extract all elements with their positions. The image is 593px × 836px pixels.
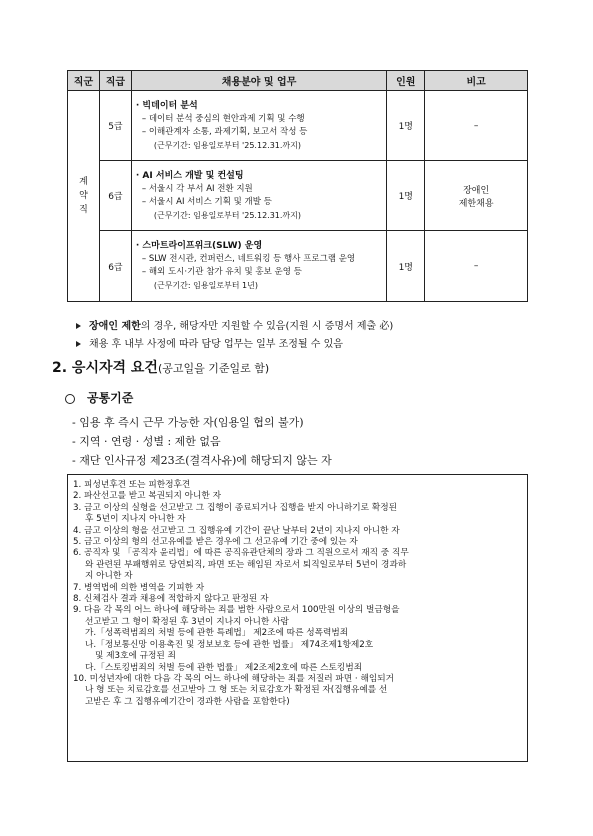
category-char: 계 [79, 177, 88, 187]
duty-line: – 서울시 AI 서비스 기획 및 개발 등 [141, 196, 272, 207]
subsection-title [65, 389, 133, 406]
note-text: 의 경우, 해당자만 지원할 수 있음(지원 시 증명서 제출 必) [140, 321, 394, 332]
list-item: 2. 파산선고를 받고 복권되지 아니한 자 [73, 491, 221, 502]
table-row [68, 161, 528, 231]
count-cell: 1명 [387, 91, 425, 161]
list-item: 7. 병역법에 의한 병역을 기피한 자 [73, 582, 205, 593]
list-item: 및 제3호에 규정된 죄 [95, 651, 176, 662]
header-category: 직군 [68, 71, 100, 91]
remark-line: 제한채용 [458, 198, 494, 209]
list-item: 선고받고 그 형이 확정된 후 3년이 지나지 아니한 사람 [85, 616, 289, 627]
list-item: 지 아니한 자 [85, 571, 133, 582]
remark-line: 장애인 [463, 185, 490, 196]
list-item: 6. 공직자 및 「공직자 윤리법」에 따른 공직유관단체의 장과 그 직원으로서 재직 중 직무 [73, 548, 409, 559]
remark-cell [425, 161, 528, 231]
header-remark: 비고 [425, 71, 528, 91]
list-item: 나.「정보통신망 이용촉진 및 정보보호 등에 관한 법률」 제74조제1항제2호 [85, 639, 374, 650]
note-duty-adjustment [76, 335, 343, 350]
duty-line: – 이해관계자 소통, 과제기획, 보고서 작성 등 [141, 126, 308, 137]
triangle-bullet-icon [76, 323, 81, 329]
header-grade: 직급 [99, 71, 131, 91]
duty-cell [131, 91, 386, 161]
table-row [68, 91, 528, 161]
duty-title: · 빅데이터 분석 [135, 100, 198, 111]
list-item: 3. 금고 이상의 실형을 선고받고 그 집행이 종료되거나 집행을 받지 아니하기로 확정된 [73, 502, 397, 513]
grade-cell: 6급 [99, 231, 131, 302]
requirement-item: - 임용 후 즉시 근무 가능한 자(임용일 협의 불가) [72, 416, 304, 429]
requirement-item: - 재단 인사규정 제23조(결격사유)에 해당되지 않는 자 [72, 454, 332, 467]
table-header-row [68, 71, 528, 91]
duty-cell [131, 161, 386, 231]
remark-cell: – [425, 231, 528, 302]
duty-line: – 해외 도시·기관 참가 유치 및 홍보 운영 등 [141, 267, 302, 277]
note-bold: 장애인 제한 [89, 321, 141, 332]
list-item: 1. 피성년후견 또는 피한정후견 [73, 480, 191, 490]
grade-cell: 6급 [99, 161, 131, 231]
header-duty: 채용분야 및 업무 [131, 71, 386, 91]
list-item: 와 관련된 부패행위로 당연퇴직, 파면 또는 해임된 자로서 퇴직일로부터 5년이 경과하 [85, 559, 407, 570]
recruitment-table [67, 70, 528, 302]
list-item: 8. 신체검사 결과 채용에 적합하지 않다고 판정된 자 [73, 594, 269, 605]
list-item: 후 5년이 지나지 아니한 자 [85, 514, 186, 525]
list-item: 4. 금고 이상의 형을 선고받고 그 집행유예 기간이 끝난 날부터 2년이 지나지 아니한 자 [73, 525, 400, 536]
duty-line: – 서울시 각 부서 AI 전환 지원 [141, 183, 253, 194]
triangle-bullet-icon [76, 341, 81, 347]
duty-line: – 데이터 분석 중심의 현안과제 기획 및 수행 [141, 113, 305, 124]
list-item: 10. 미성년자에 대한 다음 각 목의 어느 하나에 해당하는 죄를 저질러 파면 · 해임되거 [73, 673, 395, 684]
list-item: 5. 금고 이상의 형의 선고유예를 받은 경우에 그 선고유예 기간 중에 있는 자 [73, 537, 358, 548]
requirement-item: - 지역 · 연령 · 성별 : 제한 없음 [72, 435, 221, 448]
duty-period: (근무기간: 임용일로부터 '25.12.31.까지) [153, 210, 302, 220]
category-char: 직 [79, 205, 88, 215]
count-cell: 1명 [387, 231, 425, 302]
section-subtitle: (공고일을 기준일로 함) [157, 362, 270, 375]
category-cell [68, 91, 100, 302]
section-heading: 2. 응시자격 요건 [52, 360, 158, 376]
list-item: 9. 다음 각 목의 어느 하나에 해당하는 죄를 범한 사람으로서 100만원 이상의 벌금형을 [73, 605, 400, 616]
circle-bullet-icon [65, 394, 75, 404]
list-item: 다.「스토킹범죄의 처벌 등에 관한 법률」 제2조제2호에 따른 스토킹범죄 [85, 662, 363, 673]
note-text: 채용 후 내부 사정에 따라 담당 업무는 일부 조정될 수 있음 [89, 339, 343, 350]
duty-title: · AI 서비스 개발 및 컨설팅 [135, 170, 244, 181]
subsection-label: 공통기준 [87, 391, 134, 405]
duty-title: · 스마트라이프위크(SLW) 운영 [135, 241, 263, 251]
list-item: 고받은 후 그 집행유예기간이 경과한 사람을 포함한다) [85, 696, 290, 707]
duty-cell [131, 231, 386, 302]
duty-line: – SLW 전시관, 컨퍼런스, 네트워킹 등 행사 프로그램 운영 [141, 254, 356, 264]
note-disabled-restriction [76, 317, 393, 332]
disqualification-list [73, 480, 523, 708]
category-char: 약 [79, 191, 88, 201]
duty-period: (근무기간: 임용일로부터 1년) [153, 281, 258, 290]
count-cell: 1명 [387, 161, 425, 231]
table-row [68, 231, 528, 302]
list-item: 가.「성폭력범죄의 처벌 등에 관한 특례법」 제2조에 따른 성폭력범죄 [85, 628, 349, 639]
remark-cell: – [425, 91, 528, 161]
section-title [52, 357, 269, 377]
header-count: 인원 [387, 71, 425, 91]
list-item: 나 형 또는 치료감호를 선고받아 그 형 또는 치료감호가 확정된 자(집행유예를 선 [85, 685, 388, 696]
grade-cell: 5급 [99, 91, 131, 161]
duty-period: (근무기간: 임용일로부터 '25.12.31.까지) [153, 140, 302, 150]
